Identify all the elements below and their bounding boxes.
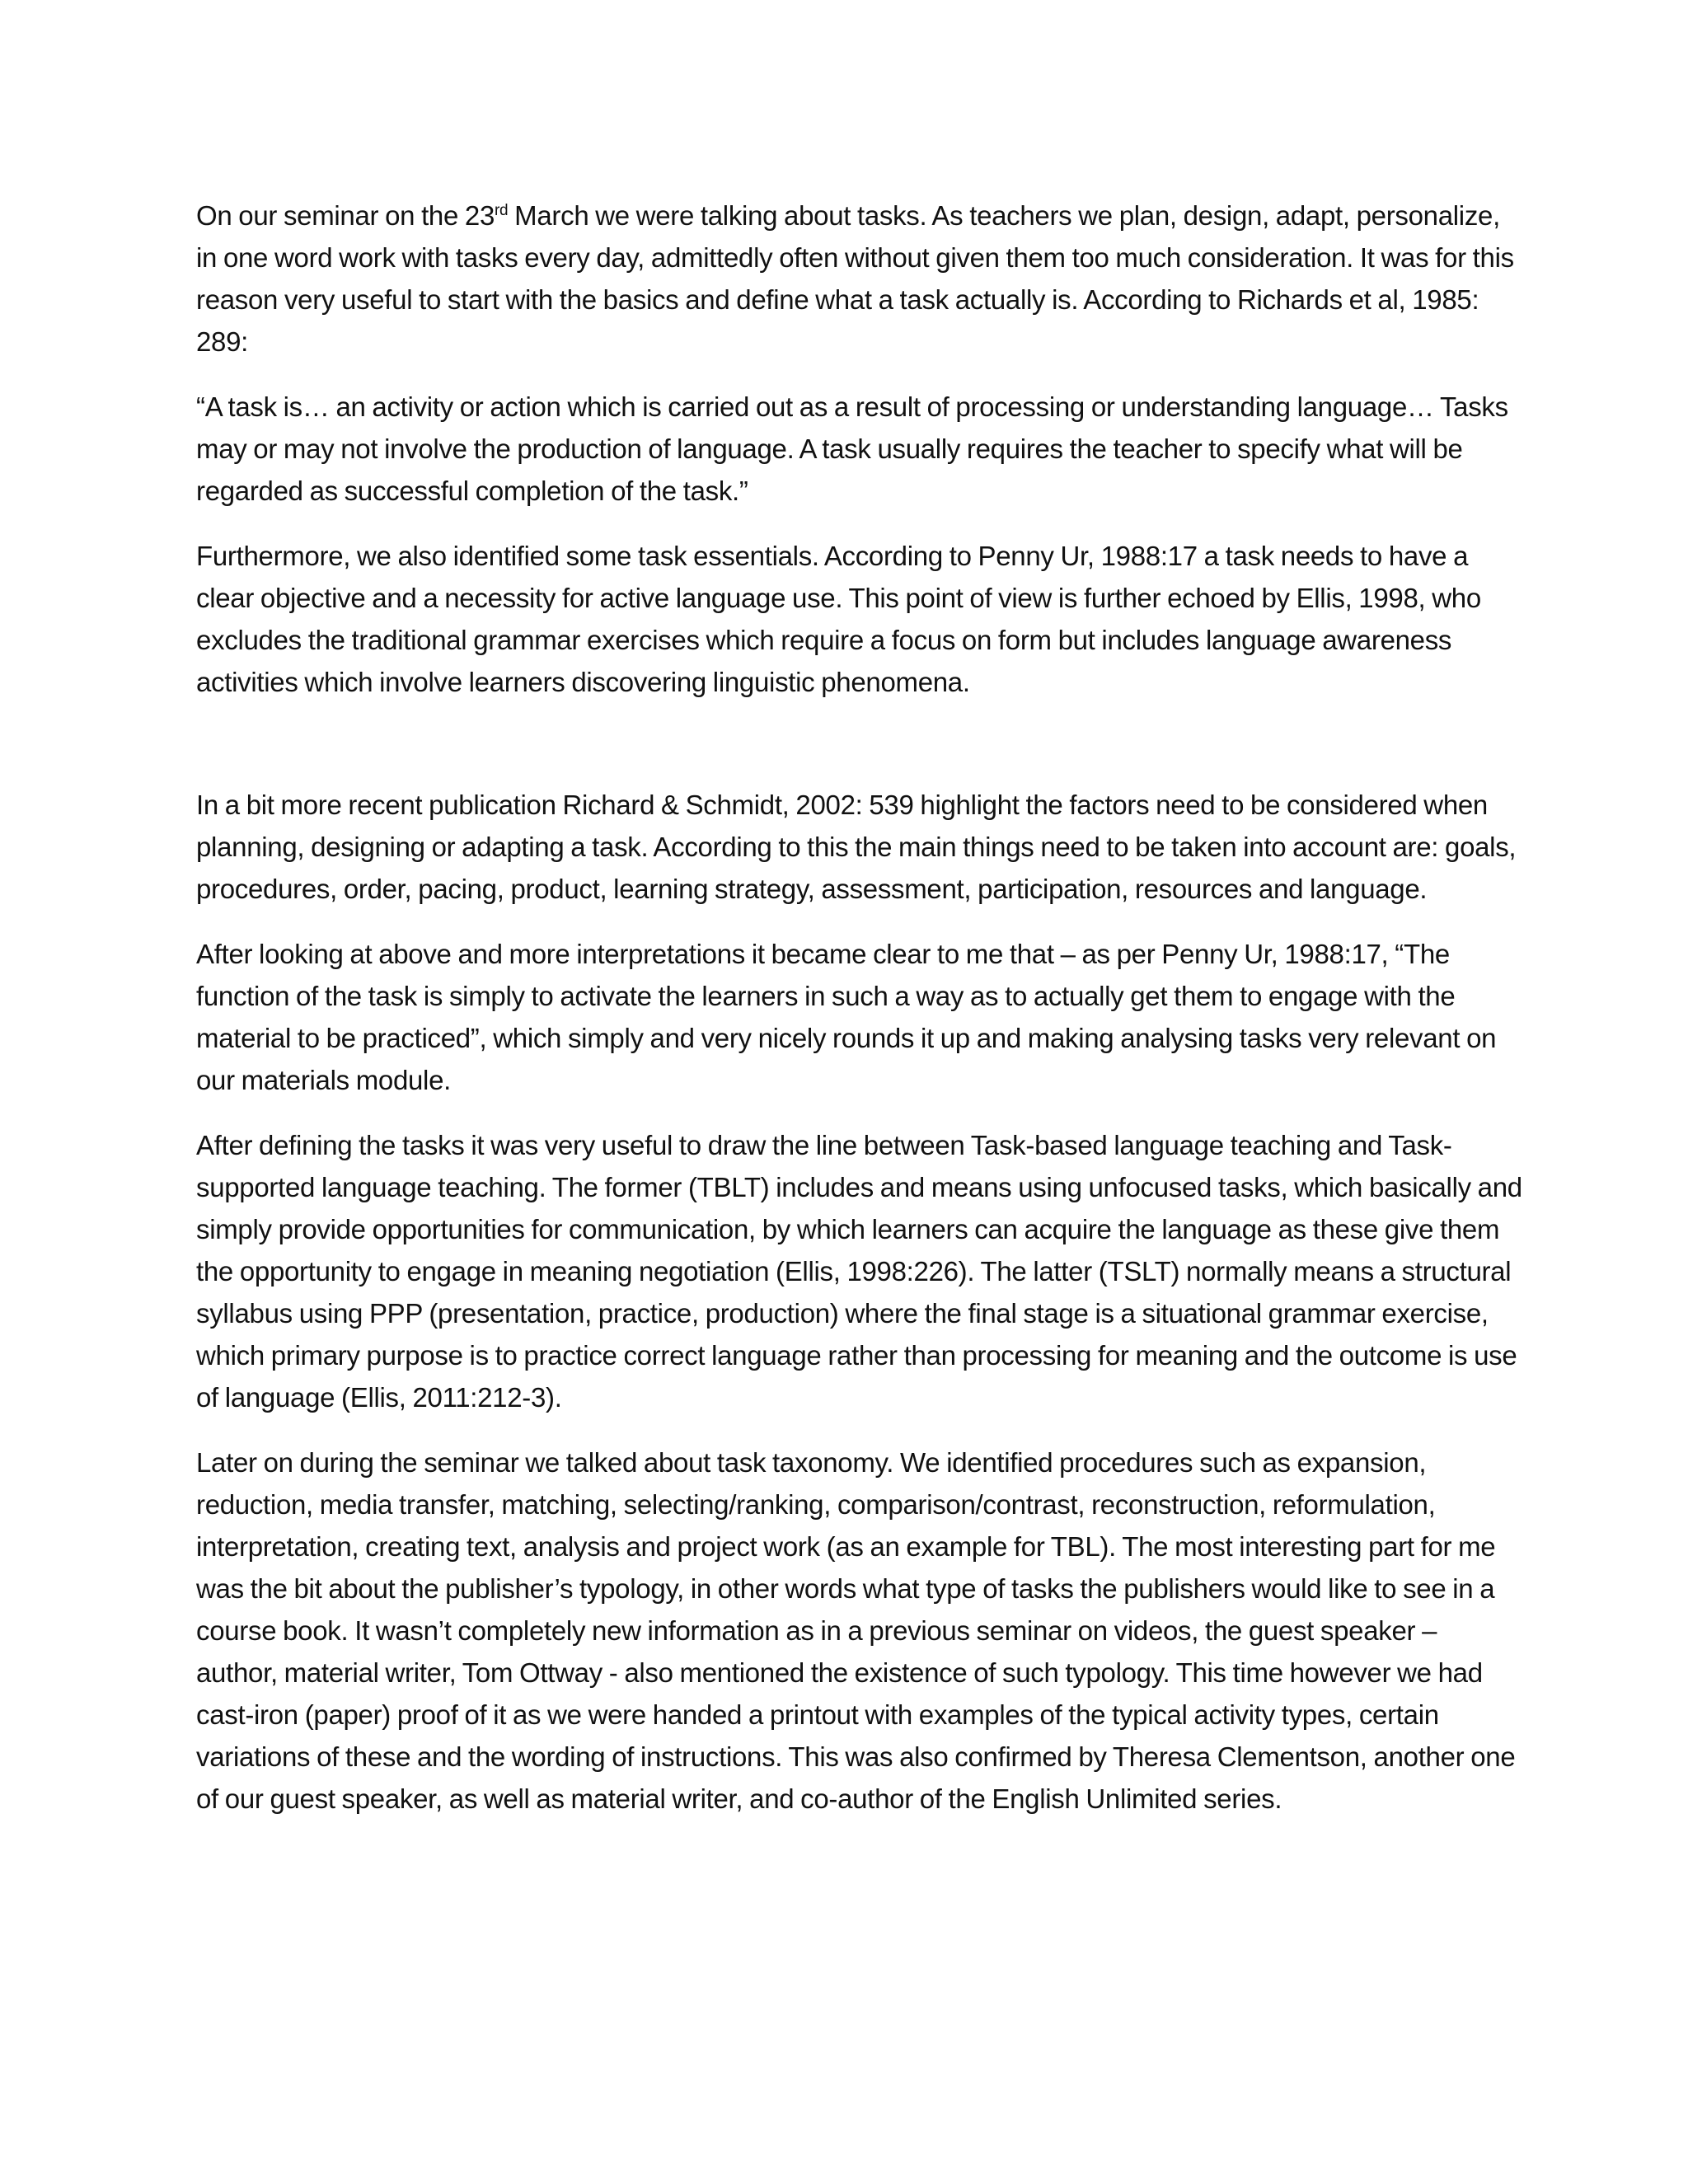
paragraph-intro-text-end: March we were talking about tasks. As teachers we plan, design, adapt, personalize, in one word work with tasks every day, admittedly often without given them too much consideration. It was for this reason very useful to start with the basics and define what a task actually is. According to Richards et al, 1985: 289: [196,200,1514,357]
paragraph-task-taxonomy: Later on during the seminar we talked about task taxonomy. We identified procedures such as expansion, reduction, media transfer, matching, selecting/ranking, comparison/contrast, reconstruction, reformulation, interpretation, creating text, analysis and project work (as an example for TBL). The most interesting part for me was the bit about the publisher’s typology, in other words what type of tasks the publishers would like to see in a course book. It wasn’t completely new information as in a previous seminar on videos, the guest speaker – author, material writer, Tom Ottway - also mentioned the existence of such typology. This time however we had cast-iron (paper) proof of it as we were handed a printout with examples of the typical activity types, certain variations of these and the wording of instructions. This was also confirmed by Theresa Clementson, another one of our guest speaker, as well as material writer, and co-author of the English Unlimited series. [196,1447,1516,1814]
paragraph-intro [196,194,1523,363]
ordinal-superscript: rd [495,202,509,219]
paragraph-intro-text-start: On our seminar on the 23 [196,200,495,231]
paragraph-planning-factors: In a bit more recent publication Richard & Schmidt, 2002: 539 highlight the factors need to be considered when planning, designing or adapting a task. According to this the main things need to be taken into account are: goals, procedures, order, pacing, product, learning strategy, assessment, participation, resources and language. [196,790,1517,904]
paragraph-quote: “A task is… an activity or action which is carried out as a result of processing or understanding language… Tasks may or may not involve the production of language. A task usually requires the teacher to specify what will be regarded as successful completion of the task.” [196,391,1508,506]
paragraph-task-essentials: Furthermore, we also identified some task essentials. According to Penny Ur, 1988:17 a task needs to have a clear objective and a necessity for active language use. This point of view is further echoed by Ellis, 1998, who excludes the traditional grammar exercises which require a focus on form but includes language awareness activities which involve learners discovering linguistic phenomena. [196,541,1481,697]
paragraph-task-function: After looking at above and more interpretations it became clear to me that – as per Penny Ur, 1988:17, “The function of the task is simply to activate the learners in such a way as to actually get them to engage with the material to be practiced”, which simply and very nicely rounds it up and making analysing tasks very relevant on our materials module. [196,939,1497,1095]
paragraph-tblt-tslt: After defining the tasks it was very useful to draw the line between Task-based language teaching and Task-supported language teaching. The former (TBLT) includes and means using unfocused tasks, which basically and simply provide opportunities for communication, by which learners can acquire the language as these give them the opportunity to engage in meaning negotiation (Ellis, 1998:226). The latter (TSLT) normally means a structural syllabus using PPP (presentation, practice, production) where the final stage is a situational grammar exercise, which primary purpose is to practice correct language rather than processing for meaning and the outcome is use of language (Ellis, 2011:212-3). [196,1130,1522,1413]
document-page [196,194,1523,1843]
